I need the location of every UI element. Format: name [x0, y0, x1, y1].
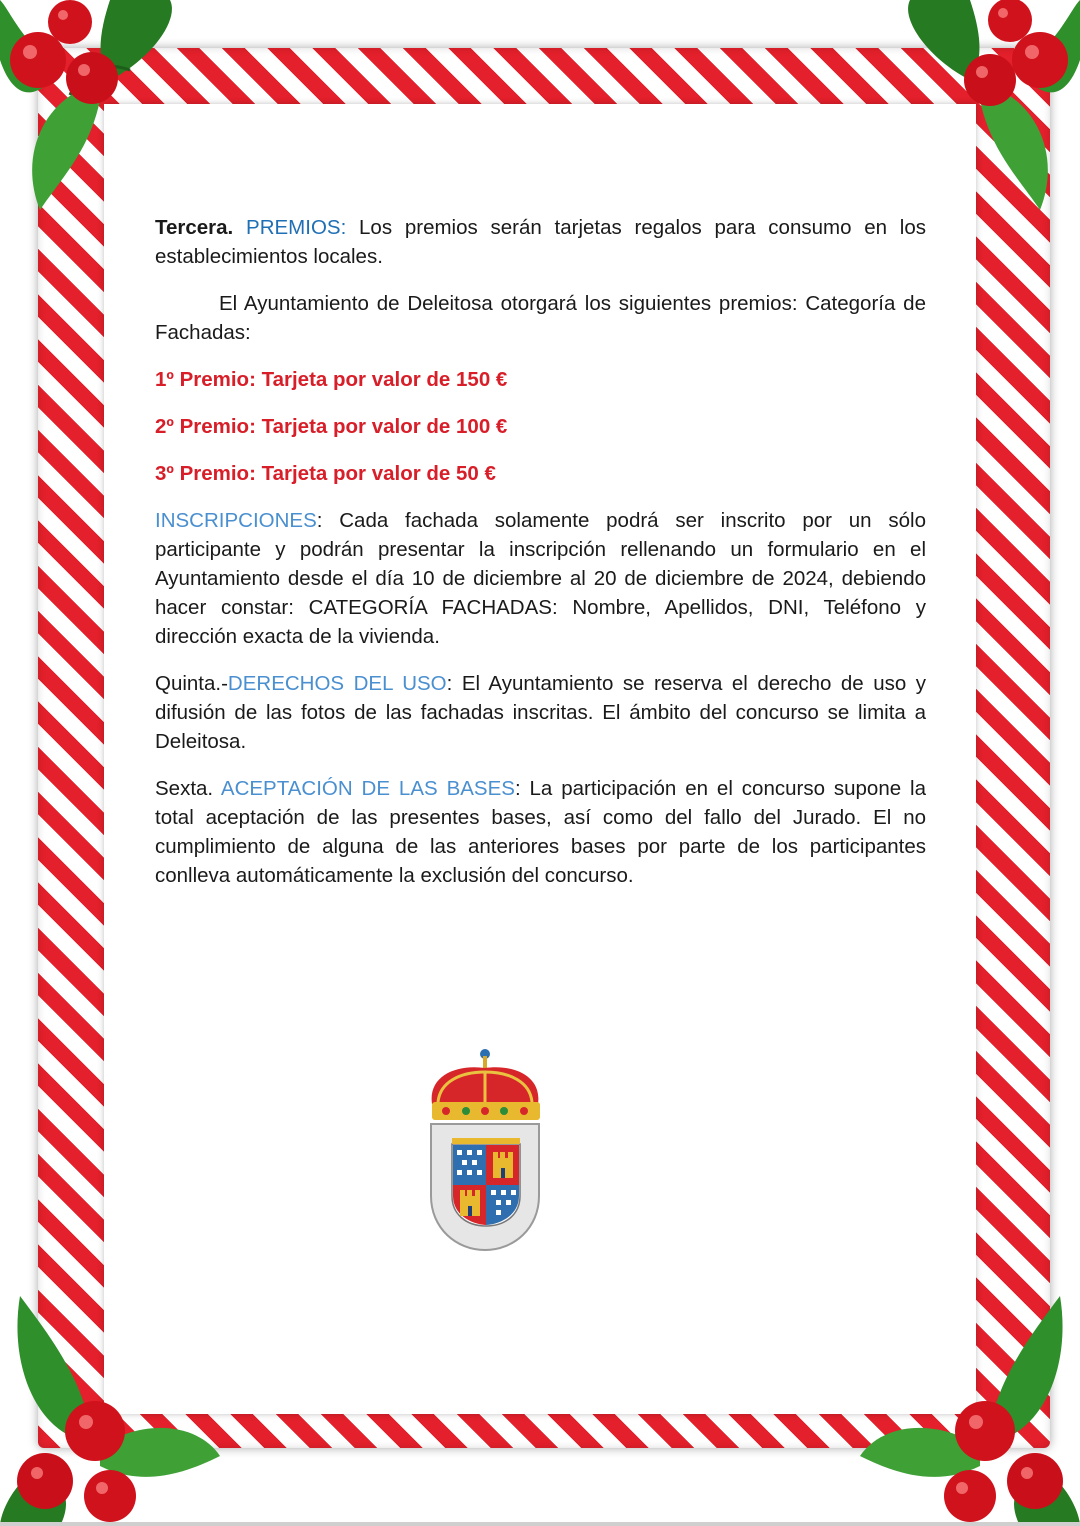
section-heading: PREMIOS:: [246, 216, 347, 239]
prize-first: 1º Premio: Tarjeta por valor de 150 €: [155, 368, 508, 391]
prize-third: 3º Premio: Tarjeta por valor de 50 €: [155, 462, 496, 485]
paragraph-text: : Cada fachada solamente podrá ser inscrito por un sólo participante y podrán presentar la inscripción rellenando un formulario en el Ayuntamiento desde el día 10 de diciembre al 20 de diciembre de 2024, debiendo hacer constar: CATEGORÍA FACHADAS: Nombre, Apellidos, DNI, Teléfono y dirección exacta de la vivienda.: [155, 509, 926, 648]
section-heading: INSCRIPCIONES: [155, 509, 317, 532]
holly-icon: [880, 0, 1080, 220]
prize-second: 2º Premio: Tarjeta por valor de 100 €: [155, 415, 508, 438]
paragraph-lead: Tercera.: [155, 216, 234, 239]
holly-icon: [0, 0, 200, 220]
page-bottom-edge: [0, 1522, 1080, 1526]
holly-icon: [860, 1296, 1080, 1526]
paragraph-lead: Sexta.: [155, 777, 221, 800]
paragraph-tercera: [155, 213, 926, 271]
paragraph-lead: Quinta.-: [155, 672, 228, 695]
coat-of-arms-icon: [426, 1046, 546, 1254]
paragraph-inscripciones: [155, 506, 926, 651]
section-heading: DERECHOS DEL USO: [227, 672, 447, 695]
paragraph-sexta: [155, 774, 926, 890]
paragraph-text: Los premios serán tarjetas regalos para consumo en los establecimientos locales.: [155, 216, 926, 268]
paragraph-text: : El Ayuntamiento se reserva el derecho de uso y difusión de las fotos de las fachadas inscritas. El ámbito del concurso se limita a Deleitosa.: [155, 672, 926, 753]
holly-icon: [0, 1296, 220, 1526]
paragraph-ayuntamiento: El Ayuntamiento de Deleitosa otorgará los siguientes premios: Categoría de Fachadas:: [155, 292, 926, 344]
section-heading: ACEPTACIÓN DE LAS BASES: [220, 777, 515, 800]
paragraph-quinta: [155, 669, 926, 756]
document-body: [155, 213, 926, 908]
paragraph-text: : La participación en el concurso supone la total aceptación de las presentes bases, así como del fallo del Jurado. El no cumplimiento de alguna de las anteriores bases por parte de los participantes conlleva automáticamente la exclusión del concurso.: [155, 777, 926, 887]
